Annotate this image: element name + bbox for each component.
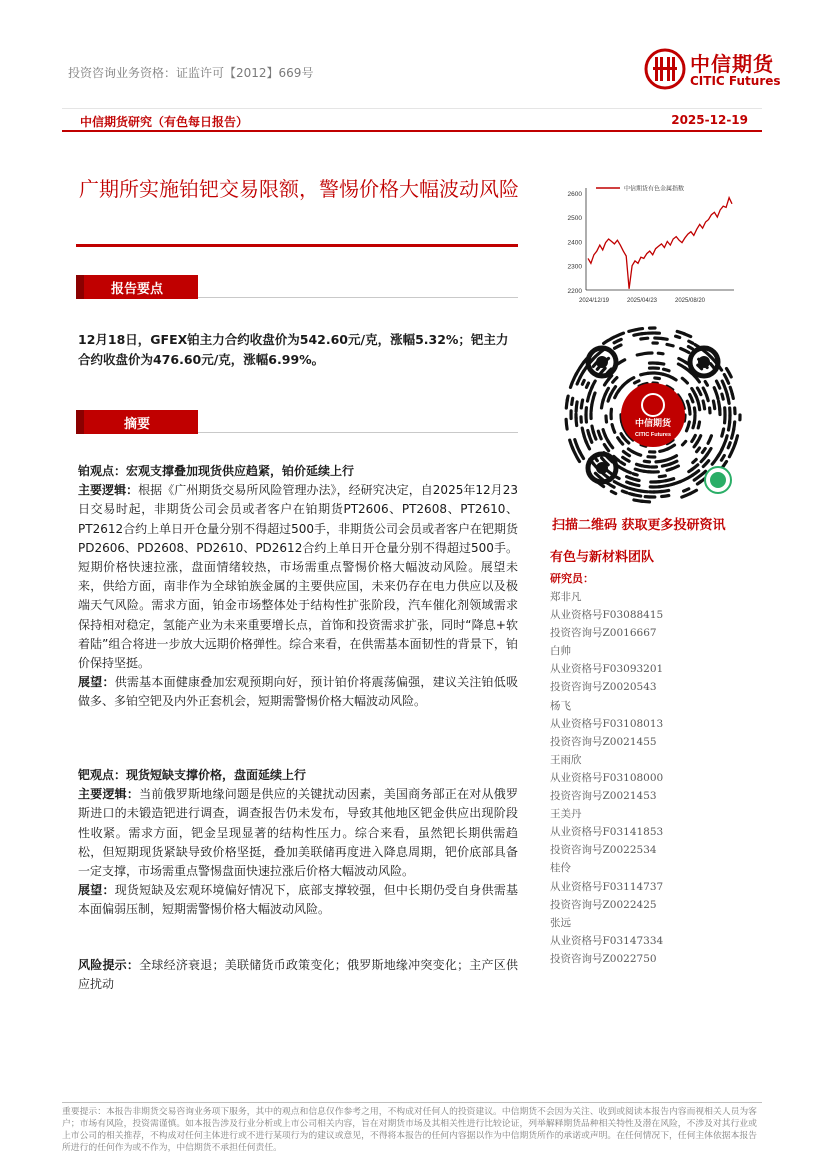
risk-block	[78, 956, 518, 994]
metals-index-chart	[560, 180, 740, 310]
qr-module	[656, 461, 664, 462]
platinum-block	[78, 462, 518, 712]
qr-module	[697, 482, 701, 485]
qr-module	[623, 452, 629, 456]
qr-module	[712, 461, 715, 464]
qr-code[interactable]	[560, 322, 746, 508]
qr-module	[703, 401, 705, 409]
logo-name-cn: 中信期货	[690, 52, 774, 76]
qr-module	[727, 394, 729, 403]
mini-program-icon-inner	[710, 472, 726, 488]
qr-module	[616, 333, 624, 336]
qr-module	[684, 334, 691, 337]
series-line	[588, 198, 732, 289]
qr-module	[658, 353, 663, 354]
qr-module	[697, 388, 701, 395]
qr-module	[592, 398, 593, 404]
qr-module	[689, 469, 693, 471]
qr-logo-en: CITIC Futures	[634, 432, 672, 438]
qr-module	[582, 380, 584, 384]
citic-logo-icon	[644, 48, 686, 90]
qr-module	[572, 398, 573, 404]
qr-module	[612, 425, 615, 433]
x-tick-label: 2025/04/23	[626, 298, 658, 304]
qr-module	[693, 422, 694, 428]
title-divider	[76, 244, 518, 247]
qr-module	[662, 496, 669, 497]
qualification-text: 投资咨询业务资格：证监许可【2012】669号	[68, 66, 314, 80]
palladium-logic-label: 主要逻辑：	[78, 787, 140, 802]
y-tick-label: 2500	[567, 215, 582, 223]
qr-module	[598, 431, 601, 439]
researcher-line: 从业资格号F03108000	[550, 771, 664, 784]
qr-module	[721, 456, 724, 461]
palladium-view: 钯观点：现货短缺支撑价格，盘面延续上行	[78, 768, 307, 782]
qr-module	[606, 416, 607, 422]
qr-module	[698, 422, 699, 428]
qr-module	[714, 388, 716, 394]
qr-module	[660, 449, 669, 452]
qr-module	[566, 419, 567, 429]
palladium-block	[78, 766, 518, 920]
qr-module	[636, 329, 643, 330]
qr-module	[610, 337, 615, 340]
researcher-line: 投资咨询号Z0021455	[550, 735, 657, 748]
researcher-line: 杨飞	[550, 699, 571, 712]
qr-module	[635, 469, 644, 471]
qr-module	[716, 455, 719, 459]
qr-module	[717, 394, 718, 399]
qr-module	[610, 485, 614, 488]
x-tick-label: 2025/08/20	[674, 298, 706, 304]
qr-module	[729, 422, 730, 430]
researcher-label: 研究员：	[550, 572, 594, 585]
qr-module	[628, 449, 634, 453]
qr-module	[633, 474, 637, 475]
report-date: 2025-12-19	[671, 113, 748, 127]
qr-module	[676, 336, 680, 337]
researcher-line: 张远	[550, 916, 571, 929]
qr-module	[613, 378, 617, 383]
qr-module	[627, 482, 632, 484]
researcher-line: 从业资格号F03088415	[550, 609, 664, 622]
qr-finder-dot	[698, 356, 710, 368]
qr-module	[682, 494, 691, 498]
qr-module	[644, 461, 649, 462]
qr-module	[604, 445, 608, 451]
qr-module	[732, 394, 733, 398]
qr-module	[659, 476, 665, 477]
qr-module	[614, 339, 621, 342]
qr-module	[692, 435, 696, 441]
qr-module	[667, 469, 672, 471]
y-tick-label: 2200	[567, 288, 582, 295]
qr-module	[576, 402, 577, 412]
qr-module	[701, 471, 706, 475]
summary-label: 摘要	[123, 417, 150, 432]
qr-module	[581, 400, 582, 408]
qr-module	[665, 459, 671, 461]
qr-module	[629, 330, 635, 332]
qr-module	[672, 456, 677, 459]
logo-name-en: CITIC Futures	[690, 74, 781, 88]
y-tick-label: 2600	[567, 190, 582, 198]
qr-module	[722, 381, 724, 386]
qr-module	[587, 383, 589, 387]
risk-label: 风险提示：	[78, 958, 140, 972]
qr-finder-dot	[596, 356, 608, 368]
qr-module	[588, 431, 590, 436]
qr-module	[592, 381, 595, 388]
qr-module	[688, 347, 692, 350]
qr-finder-dot	[596, 462, 608, 474]
qr-module	[706, 394, 708, 400]
key-points-text: 12月18日，GFEX铂主力合约收盘价为542.60元/克，涨幅5.32%；钯主力合约收盘价为476.60元/克，涨幅6.99%。	[78, 332, 509, 367]
platinum-outlook-label: 展望：	[78, 675, 115, 690]
qr-module	[621, 434, 624, 438]
qr-module	[717, 381, 720, 388]
qr-module	[630, 494, 634, 495]
qr-module	[627, 477, 633, 479]
researcher-line: 从业资格号F03093201	[550, 663, 664, 676]
report-series: 中信期货研究（有色每日报告）	[80, 115, 249, 129]
qr-module	[694, 442, 697, 447]
qr-module	[733, 443, 735, 449]
qr-module	[614, 482, 620, 485]
qr-module	[623, 457, 629, 461]
qr-module	[727, 369, 732, 377]
researcher-line: 王雨欣	[550, 753, 582, 766]
platinum-logic: 根据《广州期货交易所风险管理办法》，经研究决定，自2025年12月23日交易时起，非期货公司会员或者客户在铂期货PT2606、PT2608、PT2610、PT2612合约上单日开仓量分别不得超过500手，非期货公司会员或者客户在钯期货PD2606、PD2608、PD2610、PD2612合约上单日开仓量分别不得超过500手。短期价格快速拉涨，盘面情绪较热，市场需重点警惕价格大幅波动风险。展望未来，供给方面，南非作为全球铂族金属的主要供应国，未来仍存在电力供应以及极端天气风险。需求方面，铂金市场整体处于结构性扩张阶段，汽车催化剂领域需求保持相对稳定，氢能产业为未来重要增长点，首饰和投资需求扩张，同时“降息+软着陆”组合将进一步放大远期价格弹性。综合来看，在供需基本面韧性的背景下，铂价保持坚挺。	[78, 483, 519, 671]
qr-module	[611, 387, 616, 395]
qr-module	[707, 353, 712, 357]
qr-module	[604, 340, 609, 343]
qr-module	[622, 485, 627, 487]
qr-module	[637, 464, 643, 466]
platinum-logic-label: 主要逻辑：	[78, 483, 139, 498]
qr-module	[701, 454, 707, 461]
qr-module	[603, 430, 605, 436]
qr-module	[703, 461, 708, 467]
qr-module	[664, 369, 670, 371]
qr-module	[728, 443, 730, 448]
qr-module	[641, 333, 646, 334]
qr-module	[611, 491, 615, 493]
qr-module	[577, 457, 580, 462]
qr-logo-cn: 中信期货	[634, 419, 672, 429]
qr-module	[657, 363, 664, 364]
qr-module	[615, 345, 622, 348]
qr-module	[667, 344, 673, 346]
qr-module	[618, 438, 623, 444]
researcher-line: 投资咨询号Z0016667	[550, 627, 657, 640]
qr-module	[635, 381, 640, 383]
qr-module	[567, 396, 568, 401]
qr-module	[722, 429, 724, 436]
researcher-line: 白帅	[550, 645, 571, 658]
qr-module	[724, 375, 728, 384]
qr-module	[683, 441, 686, 445]
researcher-line: 从业资格号F03114737	[550, 880, 664, 893]
qr-module	[628, 378, 634, 382]
qr-module	[698, 401, 700, 410]
platinum-outlook: 供需基本面健康叠加宏观预期向好，预计铂价将震荡偏强，建议关注铂低吸做多、多铂空钯及内外正套机会，短期需警惕价格大幅波动风险。	[78, 675, 518, 709]
legend-label: 中信期货有色金属指数	[624, 185, 685, 193]
researcher-line: 投资咨询号Z0021453	[550, 790, 657, 803]
researcher-line: 王美丹	[550, 808, 582, 821]
qr-module	[688, 475, 693, 478]
qr-module	[694, 476, 700, 480]
qr-module	[681, 349, 689, 353]
key-points-header	[76, 275, 518, 299]
qr-module	[684, 489, 689, 491]
qr-module	[618, 360, 625, 364]
team-name: 有色与新材料团队	[550, 550, 655, 565]
qr-module	[694, 408, 695, 413]
qr-module	[722, 394, 723, 399]
palladium-outlook: 现货短缺及宏观环境偏好情况下，底部支撑较强，但中长期仍受自身供需基本面偏弱压制，短期需警惕价格大幅波动风险。	[78, 883, 518, 917]
risk-text: 全球经济衰退；美联储货币政策变化；俄罗斯地缘冲突变化；主产区供应扰动	[78, 958, 518, 992]
qr-module	[637, 354, 643, 355]
palladium-logic: 当前俄罗斯地缘问题是供应的关键扰动因素，美国商务部正在对从俄罗斯进口的未锻造钯进行调查，调查报告仍未发布，导致其他地区钯金供应出现阶段性收紧。需求方面，钯金呈现显著的结构性压力。综合来看，虽然钯长期供需趋松，但短期现货紧缺导致价格坚挺，叠加美联储再度进入降息周期，钯价底部具备一定支撑，市场需重点警惕盘面快速拉涨后价格大幅波动风险。	[78, 787, 518, 879]
qr-module	[689, 408, 690, 414]
qr-module	[605, 388, 608, 394]
platinum-view: 铂观点：宏观支撑叠加现货供应趋紧，铂价延续上行	[78, 464, 355, 478]
researcher-line: 桂伶	[550, 862, 571, 875]
qr-module	[582, 428, 584, 436]
qr-module	[662, 339, 668, 340]
qr-module	[644, 353, 652, 354]
qr-module	[690, 395, 693, 402]
qr-module	[633, 479, 639, 480]
researcher-line: 投资咨询号Z0022534	[550, 844, 657, 857]
qr-module	[705, 382, 707, 386]
y-tick-label: 2300	[567, 263, 582, 271]
disclaimer: 重要提示：本报告非期货交易咨询业务项下服务，其中的观点和信息仅作参考之用，不构成对任何人的投资建议。中信期货不会因为关注、收到或阅读本报告内容而视相关人员为客户；市场有风险，投资需谨慎。如本报告涉及行业分析或上市公司相关内容，旨在对期货市场及其相关性进行比较论证，列举解释期货品种相关特性及潜在风险，不涉及对其行业或上市公司的相关推荐，不构成对任何主体进行或不进行某项行为的建议或意见，不得将本报告的任何内容据以作为中信期货所作的承诺或声明。在任何情况下，任何主体依据本报告所进行的任何作为或不作为，中信期货不承担任何责任。	[62, 1107, 757, 1153]
qr-module	[682, 378, 687, 383]
researcher-line: 投资咨询号Z0022750	[550, 952, 657, 965]
researcher-line: 投资咨询号Z0022425	[550, 898, 657, 911]
qr-module	[713, 401, 714, 409]
researcher-line: 从业资格号F03108013	[550, 717, 664, 730]
qr-module	[662, 464, 670, 466]
qr-module	[571, 382, 573, 387]
qr-module	[622, 491, 627, 493]
qr-module	[669, 376, 676, 380]
qr-module	[689, 341, 693, 343]
y-tick-label: 2400	[567, 239, 582, 247]
researcher-list	[550, 588, 750, 968]
footer-divider	[62, 1102, 762, 1103]
qr-module	[708, 436, 711, 444]
qr-module	[592, 356, 596, 360]
qr-module	[703, 388, 705, 393]
qr-module	[697, 448, 700, 452]
researcher-line: 投资咨询号Z0020543	[550, 681, 657, 694]
qr-module	[702, 449, 705, 453]
qr-caption: 扫描二维码 获取更多投研资讯	[552, 518, 726, 533]
palladium-outlook-label: 展望：	[78, 883, 115, 898]
qr-module	[634, 500, 643, 502]
qr-module	[732, 429, 734, 438]
citic-futures-logo	[644, 46, 804, 96]
report-header-bar	[62, 108, 762, 132]
researcher-line: 从业资格号F03141853	[550, 826, 664, 839]
summary-header	[76, 410, 518, 434]
key-points-label: 报告要点	[110, 282, 163, 297]
qr-module	[729, 449, 733, 457]
qr-module	[576, 370, 579, 375]
qr-module	[655, 378, 660, 379]
qr-module	[641, 338, 648, 339]
qr-module	[592, 426, 594, 432]
qr-module	[570, 440, 573, 449]
qr-module	[575, 440, 577, 446]
researcher-line: 郑非凡	[550, 591, 582, 603]
qr-module	[629, 488, 634, 490]
researcher-line: 从业资格号F03147334	[550, 934, 664, 947]
qr-module	[594, 393, 596, 398]
qr-module	[687, 422, 690, 431]
qr-module	[725, 436, 727, 442]
qr-module	[621, 462, 625, 465]
report-title: 广期所实施铂钯交易限额，警惕价格大幅波动风险	[79, 177, 519, 201]
x-tick-label: 2024/12/19	[578, 298, 610, 304]
qr-module	[693, 460, 696, 463]
